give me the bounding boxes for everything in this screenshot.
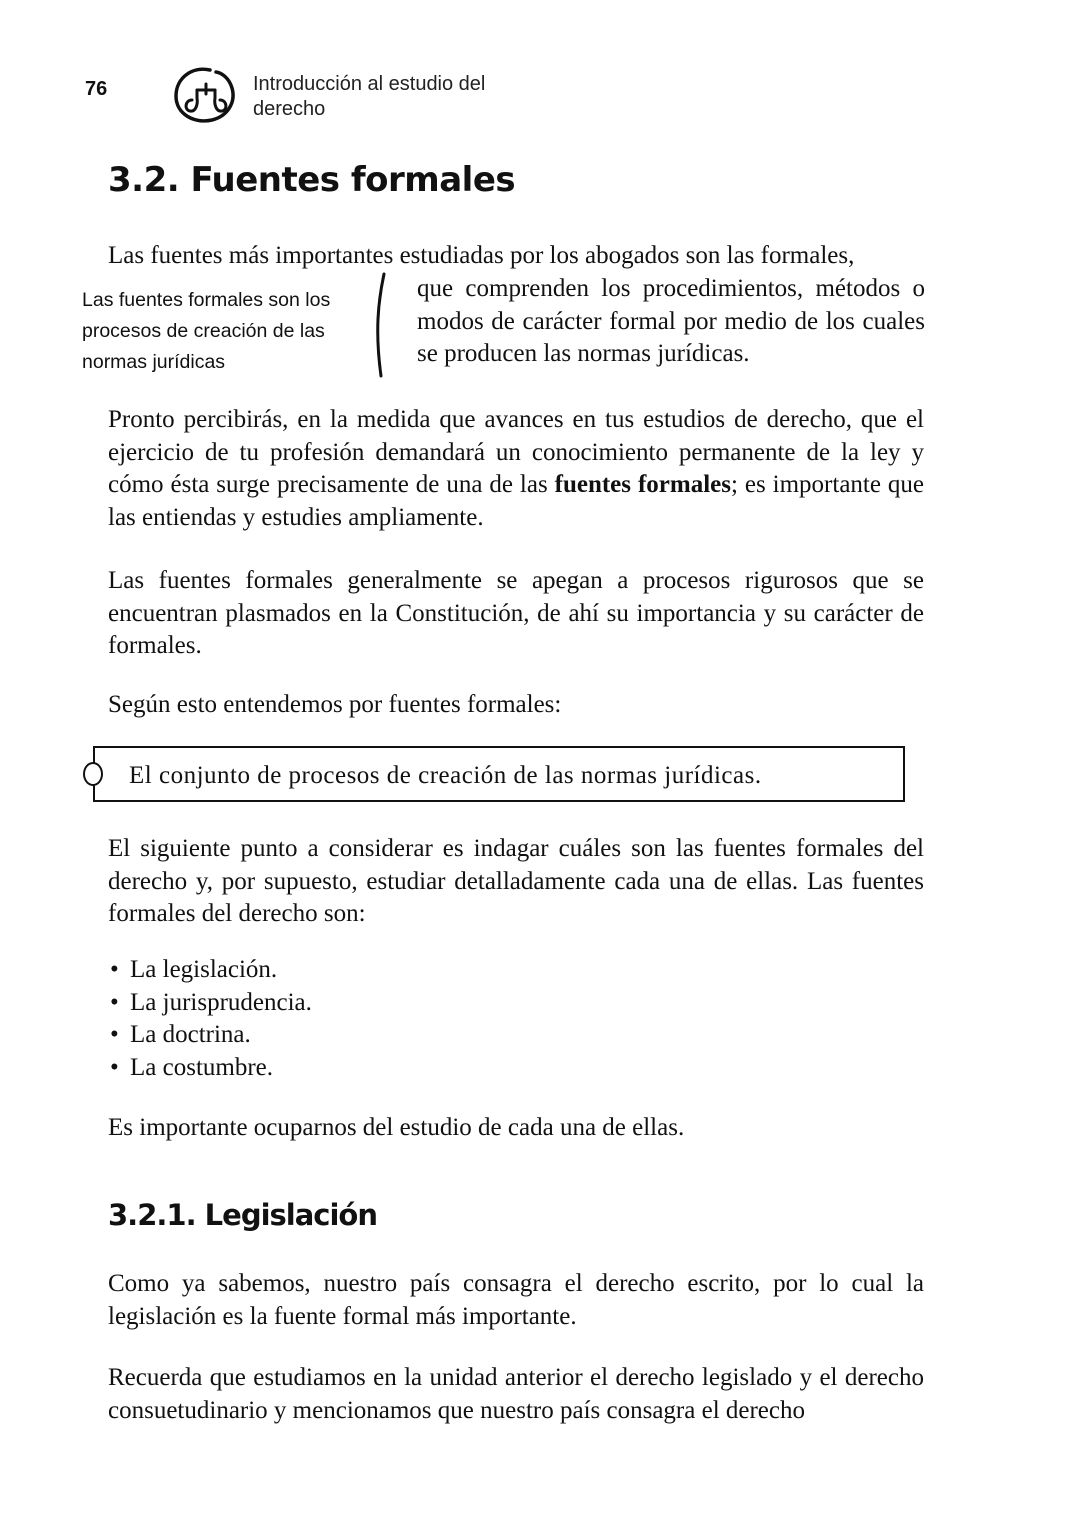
margin-note: Las fuentes formales son los procesos de creación de las normas jurídicas: [82, 289, 331, 373]
definition-marker-icon: [83, 762, 103, 786]
book-title: Introducción al estudio del derecho: [253, 73, 486, 120]
paragraph-profession: Pronto percibirás, en la medida que avances en tus estudios de derecho, que el ejercicio de tu profesión demandará un conocimiento permanente de la ley y cómo ésta surge precisamente de una de las fuentes formales; es importante que las entiendas y estudies ampliamente.: [108, 406, 924, 531]
list-item: • La jurisprudencia.: [110, 987, 312, 1020]
definition-text: El conjunto de procesos de creación de las normas jurídicas.: [129, 762, 762, 789]
paragraph-constitution: Las fuentes formales generalmente se apegan a procesos rigurosos que se encuentran plasmados en la Constitución, de ahí su importancia y su carácter de formales.: [108, 567, 924, 659]
definition-box: [93, 746, 905, 802]
scales-of-justice-logo-icon: [170, 64, 240, 126]
intro-rest: que comprenden los procedimientos, métodos o modos de carácter formal por medio de los cuales se producen las normas jurídicas.: [417, 275, 925, 367]
bold-term: fuentes formales: [554, 471, 731, 498]
list-item: • La legislación.: [110, 954, 312, 987]
paragraph-sources-intro: El siguiente punto a considerar es indagar cuáles son las fuentes formales del derecho y, por supuesto, estudiar detalladamente cada una de ellas. Las fuentes formales del derecho son:: [108, 835, 924, 927]
list-item: • La costumbre.: [110, 1052, 312, 1085]
margin-bracket: [372, 272, 390, 378]
paragraph-definition-intro: Según esto entendemos por fuentes formales:: [108, 691, 562, 718]
paragraph-written-law: Como ya sabemos, nuestro país consagra el derecho escrito, por lo cual la legislación es la fuente formal más importante.: [108, 1270, 924, 1330]
list-item: • La doctrina.: [110, 1019, 312, 1052]
section-title: 3.2. Fuentes formales: [108, 160, 516, 200]
paragraph-importance: Es importante ocuparnos del estudio de cada una de ellas.: [108, 1114, 685, 1141]
intro-first-line: Las fuentes más importantes estudiadas por los abogados son las formales,: [108, 242, 855, 269]
page-number: 76: [85, 78, 108, 100]
subsection-title: 3.2.1. Legislación: [108, 1198, 377, 1232]
sources-list: [110, 954, 312, 1084]
paragraph-previous-unit: Recuerda que estudiamos en la unidad anterior el derecho legislado y el derecho consuetudinario y mencionamos que nuestro país consagra el derecho: [108, 1364, 924, 1424]
